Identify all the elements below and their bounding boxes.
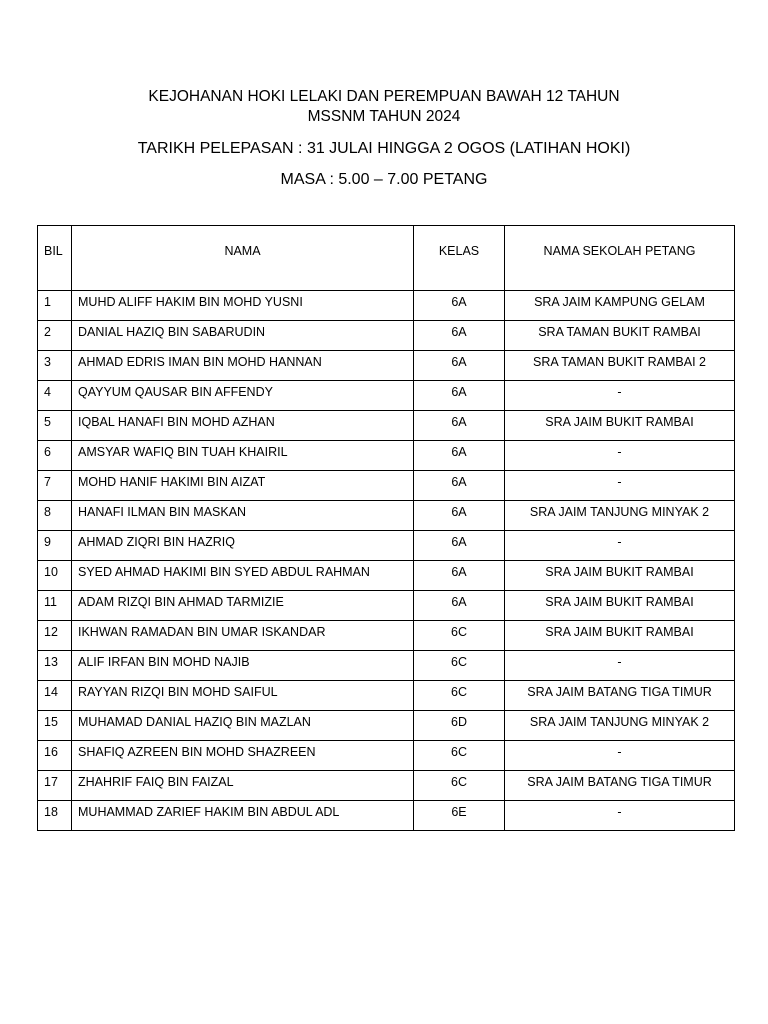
cell-kelas: 6C xyxy=(414,771,505,801)
cell-nama: IKHWAN RAMADAN BIN UMAR ISKANDAR xyxy=(72,621,414,651)
table-row xyxy=(38,441,735,471)
cell-sekolah: - xyxy=(505,651,735,681)
cell-kelas: 6A xyxy=(414,591,505,621)
cell-nama: MUHAMMAD ZARIEF HAKIM BIN ABDUL ADL xyxy=(72,801,414,831)
cell-nama: AMSYAR WAFIQ BIN TUAH KHAIRIL xyxy=(72,441,414,471)
table-header-row xyxy=(38,226,735,291)
cell-bil: 8 xyxy=(38,501,72,531)
column-header-sekolah: NAMA SEKOLAH PETANG xyxy=(505,226,735,291)
cell-nama: MOHD HANIF HAKIMI BIN AIZAT xyxy=(72,471,414,501)
cell-nama: ADAM RIZQI BIN AHMAD TARMIZIE xyxy=(72,591,414,621)
cell-bil: 16 xyxy=(38,741,72,771)
cell-bil: 9 xyxy=(38,531,72,561)
cell-kelas: 6C xyxy=(414,651,505,681)
cell-kelas: 6C xyxy=(414,681,505,711)
cell-nama: SHAFIQ AZREEN BIN MOHD SHAZREEN xyxy=(72,741,414,771)
cell-kelas: 6A xyxy=(414,411,505,441)
cell-bil: 17 xyxy=(38,771,72,801)
cell-sekolah: SRA JAIM BATANG TIGA TIMUR xyxy=(505,681,735,711)
table-row xyxy=(38,621,735,651)
cell-bil: 14 xyxy=(38,681,72,711)
table-row xyxy=(38,711,735,741)
cell-sekolah: SRA JAIM BUKIT RAMBAI xyxy=(505,621,735,651)
cell-sekolah: SRA JAIM BUKIT RAMBAI xyxy=(505,561,735,591)
cell-kelas: 6C xyxy=(414,741,505,771)
table-row xyxy=(38,591,735,621)
table-body xyxy=(38,291,735,831)
cell-bil: 18 xyxy=(38,801,72,831)
cell-kelas: 6C xyxy=(414,621,505,651)
table-row xyxy=(38,741,735,771)
document-title: KEJOHANAN HOKI LELAKI DAN PEREMPUAN BAWAH 12 TAHUN xyxy=(148,88,620,105)
cell-kelas: 6A xyxy=(414,351,505,381)
cell-nama: DANIAL HAZIQ BIN SABARUDIN xyxy=(72,321,414,351)
cell-bil: 1 xyxy=(38,291,72,321)
cell-sekolah: SRA JAIM BATANG TIGA TIMUR xyxy=(505,771,735,801)
cell-nama: AHMAD ZIQRI BIN HAZRIQ xyxy=(72,531,414,561)
cell-sekolah: - xyxy=(505,381,735,411)
cell-kelas: 6D xyxy=(414,711,505,741)
table-row xyxy=(38,681,735,711)
table-row xyxy=(38,561,735,591)
player-roster-table xyxy=(37,225,735,831)
table-row xyxy=(38,291,735,321)
cell-bil: 12 xyxy=(38,621,72,651)
cell-bil: 15 xyxy=(38,711,72,741)
cell-nama: MUHAMAD DANIAL HAZIQ BIN MAZLAN xyxy=(72,711,414,741)
cell-sekolah: - xyxy=(505,471,735,501)
cell-sekolah: - xyxy=(505,801,735,831)
cell-nama: SYED AHMAD HAKIMI BIN SYED ABDUL RAHMAN xyxy=(72,561,414,591)
cell-bil: 6 xyxy=(38,441,72,471)
cell-sekolah: SRA TAMAN BUKIT RAMBAI xyxy=(505,321,735,351)
cell-kelas: 6A xyxy=(414,381,505,411)
table-row xyxy=(38,771,735,801)
cell-sekolah: SRA JAIM BUKIT RAMBAI xyxy=(505,411,735,441)
cell-sekolah: SRA JAIM KAMPUNG GELAM xyxy=(505,291,735,321)
cell-bil: 2 xyxy=(38,321,72,351)
table-row xyxy=(38,381,735,411)
cell-nama: ZHAHRIF FAIQ BIN FAIZAL xyxy=(72,771,414,801)
cell-bil: 10 xyxy=(38,561,72,591)
column-header-nama: NAMA xyxy=(72,226,414,291)
document-subtitle: MSSNM TAHUN 2024 xyxy=(307,108,461,125)
cell-bil: 5 xyxy=(38,411,72,441)
cell-bil: 7 xyxy=(38,471,72,501)
cell-sekolah: - xyxy=(505,741,735,771)
session-time: MASA : 5.00 – 7.00 PETANG xyxy=(280,171,488,188)
cell-nama: ALIF IRFAN BIN MOHD NAJIB xyxy=(72,651,414,681)
cell-kelas: 6A xyxy=(414,501,505,531)
cell-bil: 4 xyxy=(38,381,72,411)
cell-sekolah: - xyxy=(505,441,735,471)
cell-kelas: 6A xyxy=(414,321,505,351)
table-row xyxy=(38,531,735,561)
cell-nama: RAYYAN RIZQI BIN MOHD SAIFUL xyxy=(72,681,414,711)
table-row xyxy=(38,321,735,351)
cell-nama: HANAFI ILMAN BIN MASKAN xyxy=(72,501,414,531)
cell-kelas: 6A xyxy=(414,561,505,591)
cell-kelas: 6A xyxy=(414,291,505,321)
column-header-bil: BIL xyxy=(38,226,72,291)
cell-bil: 13 xyxy=(38,651,72,681)
table-row xyxy=(38,351,735,381)
table-row xyxy=(38,801,735,831)
cell-kelas: 6A xyxy=(414,441,505,471)
cell-kelas: 6A xyxy=(414,471,505,501)
table-row xyxy=(38,471,735,501)
cell-sekolah: SRA JAIM BUKIT RAMBAI xyxy=(505,591,735,621)
table-row xyxy=(38,411,735,441)
cell-nama: QAYYUM QAUSAR BIN AFFENDY xyxy=(72,381,414,411)
column-header-kelas: KELAS xyxy=(414,226,505,291)
cell-kelas: 6A xyxy=(414,531,505,561)
table-row xyxy=(38,501,735,531)
cell-sekolah: SRA JAIM TANJUNG MINYAK 2 xyxy=(505,501,735,531)
cell-sekolah: SRA TAMAN BUKIT RAMBAI 2 xyxy=(505,351,735,381)
cell-sekolah: - xyxy=(505,531,735,561)
cell-kelas: 6E xyxy=(414,801,505,831)
cell-nama: IQBAL HANAFI BIN MOHD AZHAN xyxy=(72,411,414,441)
release-date: TARIKH PELEPASAN : 31 JULAI HINGGA 2 OGOS (LATIHAN HOKI) xyxy=(137,140,631,157)
cell-nama: AHMAD EDRIS IMAN BIN MOHD HANNAN xyxy=(72,351,414,381)
cell-bil: 3 xyxy=(38,351,72,381)
table-row xyxy=(38,651,735,681)
cell-nama: MUHD ALIFF HAKIM BIN MOHD YUSNI xyxy=(72,291,414,321)
cell-bil: 11 xyxy=(38,591,72,621)
cell-sekolah: SRA JAIM TANJUNG MINYAK 2 xyxy=(505,711,735,741)
